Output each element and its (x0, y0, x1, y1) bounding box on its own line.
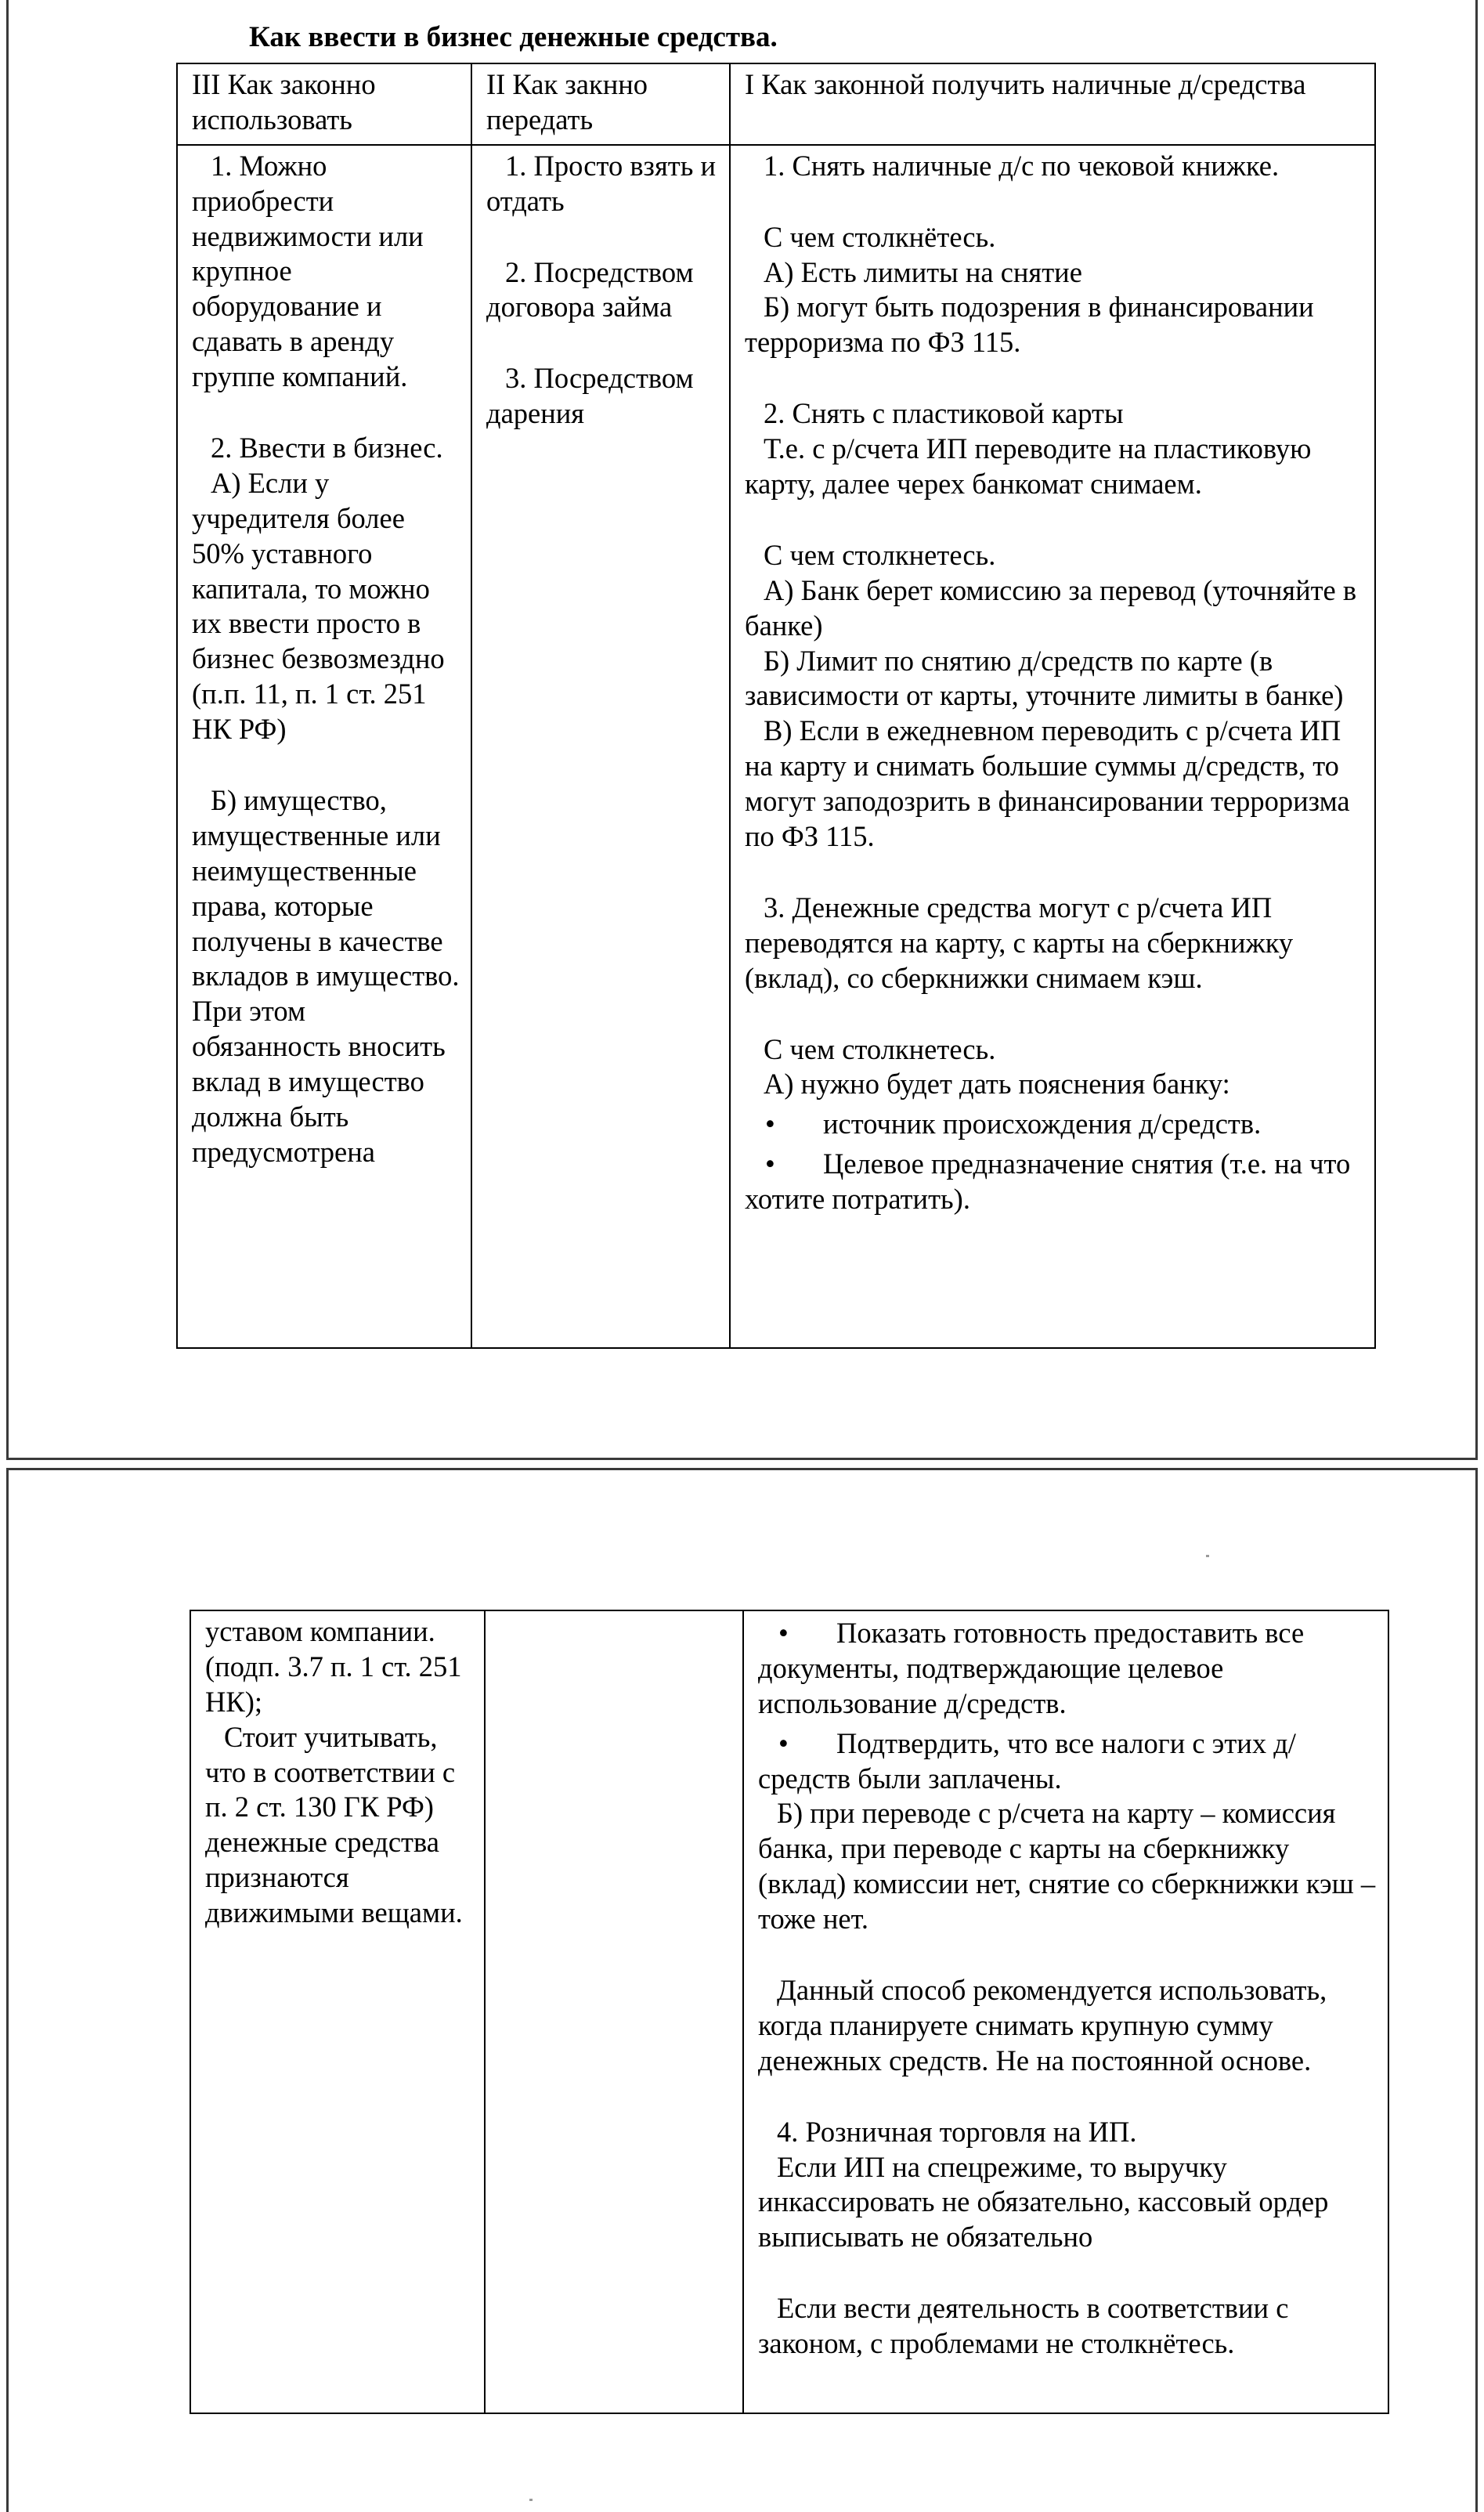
cash-issue-b: Б) могут быть подозрения в финансировании терроризма по ФЗ 115. (745, 291, 1314, 359)
bullet-text-documents: Показать готовность предоставить все документы, подтверждающие целевое использование д/средств. (758, 1617, 1305, 1719)
bullet-text-origin: источник происхождения д/средств. (823, 1108, 1262, 1140)
recommendation-note: Данный способ рекомендуется использовать, когда планируете снимать крупную сумму денежных средств. Не на постоянной основе. (758, 1974, 1327, 2076)
use-legally-cell-continued (190, 1610, 485, 2413)
savings-issue-a: А) нужно будет дать пояснения банку: (764, 1068, 1230, 1101)
use-item-1: 1. Можно приобрести недвижимости или крупное оборудование и сдавать в аренду группе компаний. (192, 149, 424, 393)
bullet-icon: • (765, 1108, 775, 1140)
bullet-text-purpose: Целевое предназначение снятия (т.е. на что хотите потратить). (745, 1148, 1351, 1216)
bullet-icon: • (765, 1148, 775, 1180)
card-issue-a: А) Банк берет комиссию за перевод (уточняйте в банке) (745, 573, 1357, 642)
methods-table (176, 63, 1376, 1349)
transfer-item-1: 1. Просто взять и отдать (486, 149, 717, 217)
bullet-icon: • (778, 1617, 789, 1649)
bullet-text-taxes: Подтвердить, что все налоги с этих д/средств были заплачены. (758, 1726, 1296, 1795)
card-issue-b: Б) Лимит по снятию д/средств по карте (в зависимости от карты, уточните лимиты в банке) (745, 644, 1344, 712)
page-break (0, 1460, 1484, 1468)
use-legally-cell (177, 145, 471, 1348)
savings-issues-heading: С чем столкнетесь. (764, 1032, 996, 1065)
transfer-legally-cell (471, 145, 730, 1348)
use-item-2b: Б) имущество, имущественные или неимущественные права, которые получены в качестве вкладов в имущество. При этом обязанность вносить вклад в имущество должна быть предусмотрена (192, 784, 460, 1168)
table-row (190, 1610, 1388, 2413)
transfer-legally-cell-continued (485, 1610, 743, 2413)
transfer-item-2: 2. Посредством договора займа (486, 255, 694, 323)
header-transfer-legally: II Как закнно передать (471, 63, 730, 145)
table-row (177, 145, 1375, 1348)
use-item-2a: А) Если у учредителя более 50% уставного капитала, то можно их ввести просто в бизнес безвозмездно (п.п. 11, п. 1 ст. 251 НК РФ) (192, 466, 445, 746)
card-issues-heading: С чем столкнетесь. (764, 538, 996, 571)
cash-method-4-desc: Если ИП на спецрежиме, то выручку инкассировать не обязательно, кассовый ордер выписывать не обязательно (758, 2150, 1329, 2254)
savings-issue-b: Б) при переводе с р/счета на карту – комиссия банка, при переводе с карты на сберкнижку (вклад) комиссии нет, снятие со сберкнижки кэш – тоже нет. (758, 1797, 1376, 1936)
page-mark (529, 2499, 533, 2501)
page-mark (1206, 1555, 1209, 1557)
list-item (758, 1616, 1377, 1722)
cash-method-3: 3. Денежные средства могут с р/счета ИП переводятся на карту, с карты на сберкнижку (вклад), со сберкнижки снимаем кэш. (745, 891, 1294, 994)
use-item-2: 2. Ввести в бизнес. (211, 432, 443, 464)
cash-method-4: 4. Розничная торговля на ИП. (777, 2115, 1137, 2148)
header-get-cash-legally: I Как законной получить наличные д/средства (730, 63, 1375, 145)
header-use-legally: III Как законно использовать (177, 63, 471, 145)
document-title: Как ввести в бизнес денежные средства. (249, 21, 778, 53)
card-issue-c: В) Если в ежедневном переводить с р/счета ИП на карту и снимать большие суммы д/средств, то могут заподозрить в финансировании терроризма по ФЗ 115. (745, 714, 1350, 853)
cash-method-2-desc: Т.е. с р/счета ИП переводите на пластиковую карту, далее черех банкомат снимаем. (745, 432, 1312, 501)
cash-method-1: 1. Снять наличные д/с по чековой книжке. (764, 149, 1280, 182)
cash-issue-a: А) Есть лимиты на снятие (764, 255, 1082, 288)
list-item (758, 1726, 1377, 1797)
conclusion-note: Если вести деятельность в соответствии с законом, с проблемами не столкнётесь. (758, 2292, 1289, 2360)
transfer-item-3: 3. Посредством дарения (486, 362, 694, 430)
get-cash-cell-continued (743, 1610, 1388, 2413)
get-cash-cell (730, 145, 1375, 1348)
cash-issues-heading: С чем столкнётесь. (764, 220, 996, 253)
list-item (745, 1107, 1363, 1142)
cash-method-2: 2. Снять с пластиковой карты (764, 397, 1124, 430)
use-note: Стоит учитывать, что в соответствии с п. 2 ст. 130 ГК РФ) денежные средства признаются движимыми вещами. (205, 1720, 463, 1929)
table-header-row (177, 63, 1375, 145)
use-item-2b-continued: уставом компании. (подп. 3.7 п. 1 ст. 251 НК); (205, 1615, 462, 1718)
bullet-icon: • (778, 1726, 789, 1759)
methods-table-continued (190, 1610, 1389, 2414)
list-item (745, 1147, 1363, 1217)
